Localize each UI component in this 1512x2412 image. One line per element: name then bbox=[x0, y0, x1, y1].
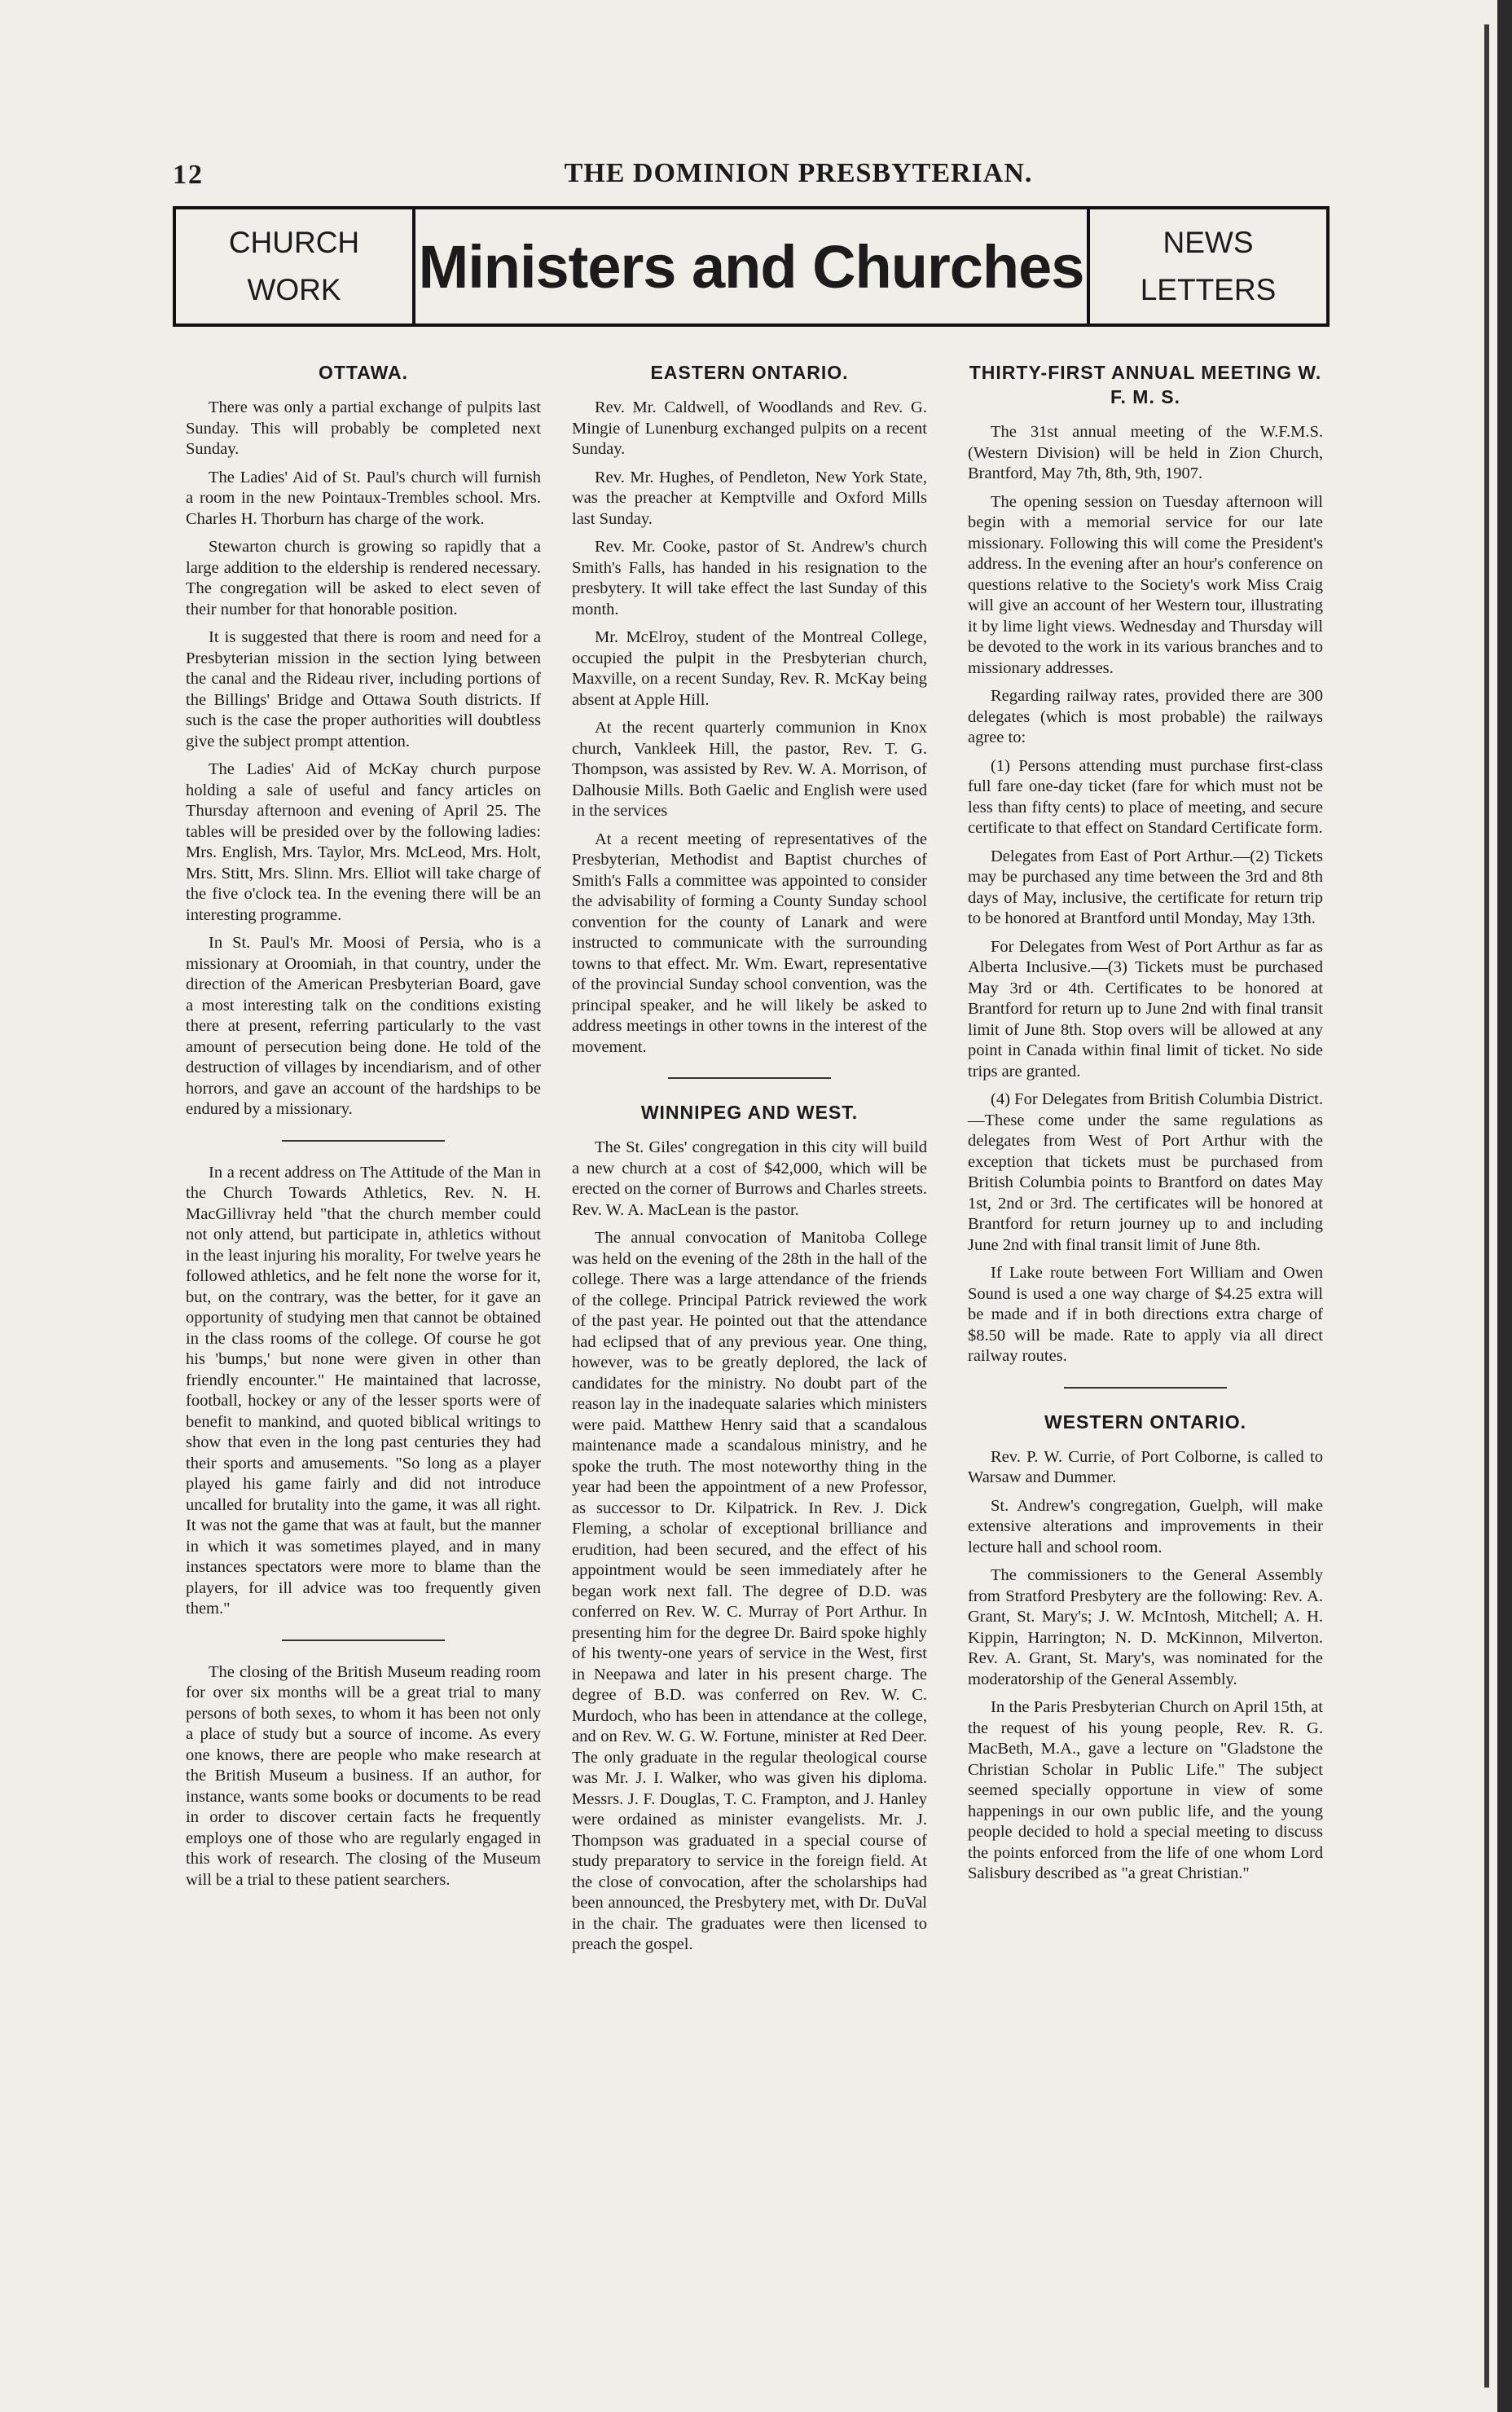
news-paragraph: The opening session on Tuesday afternoon will begin with a memorial service for our late missionary. Following this will come the President's address. In the evening after an hour's conference on questions relative to the Society's work Miss Craig will give an account of her Western tour, illustrating it by lime light views. Wednesday and Thursday will be devoted to the work in its various branches and to missionary addresses. bbox=[968, 492, 1323, 677]
news-paragraph: St. Andrew's congregation, Guelph, will make extensive alterations and improvements in their lecture hall and school room. bbox=[968, 1496, 1323, 1556]
article-divider bbox=[668, 1077, 831, 1079]
news-paragraph: Delegates from East of Port Arthur.—(2) Tickets may be purchased any time between the 3rd and 8th days of May, inclusive, the certificate for return trip to be honored at Brantford until Monday, May 13th. bbox=[968, 847, 1323, 927]
news-paragraph: (4) For Delegates from British Columbia District.—These come under the same regulations as delegates from West of Port Arthur with the exception that tickets must be purchased from British Columbia points to Brantford on dates May 1st, 2nd or 3rd. The certificates will be honored at Brantford for return journey up to and including June 2nd with final transit limit of June 8th. bbox=[968, 1090, 1323, 1254]
section-heading: OTTAWA. bbox=[318, 362, 409, 383]
banner-right-box bbox=[1087, 209, 1326, 324]
news-paragraph: The closing of the British Museum reading room for over six months will be a great trial to many persons of both sexes, to whom it has been not only a place of study but a source of income. As every one knows, there are people who make research at the British Museum a business. If an author, for instance, wants some books or documents to be read in order to discover certain facts he frequently employs one of those who are regularly engaged in this work of research. The closing of the Museum will be a trial to these patient searchers. bbox=[186, 1662, 541, 1889]
news-paragraph: Rev. P. W. Currie, of Port Colborne, is called to Warsaw and Dummer. bbox=[968, 1447, 1323, 1486]
banner-right-line-1: NEWS bbox=[1163, 226, 1254, 259]
banner-left-box bbox=[176, 209, 415, 324]
news-paragraph: Rev. Mr. Caldwell, of Woodlands and Rev. G. Mingie of Lunenburg exchanged pulpits on a recent Sunday. bbox=[572, 398, 927, 458]
news-paragraph: If Lake route between Fort William and Owen Sound is used a one way charge of $4.25 extra will be made and if in both directions extra charge of $8.50 will be made. Rate to apply via all direct railway routes. bbox=[968, 1264, 1323, 1365]
section-heading: EASTERN ONTARIO. bbox=[650, 362, 849, 383]
article-divider bbox=[282, 1640, 445, 1641]
news-paragraph: There was only a partial exchange of pulpits last Sunday. This will probably be completed next Sunday. bbox=[186, 398, 541, 458]
section-heading: WINNIPEG AND WEST. bbox=[640, 1102, 859, 1123]
column-3 bbox=[968, 352, 1323, 1892]
news-paragraph: Stewarton church is growing so rapidly that a large addition to the eldership is rendered necessary. The congregation will be asked to elect seven of their number for that honorable position. bbox=[186, 538, 541, 618]
page-edge-line bbox=[1484, 24, 1489, 2388]
news-paragraph: Rev. Mr. Cooke, pastor of St. Andrew's church Smith's Falls, has handed in his resignation to the presbytery. It will take effect the last Sunday of this month. bbox=[572, 538, 927, 618]
news-paragraph: The Ladies' Aid of St. Paul's church will furnish a room in the new Pointaux-Trembles school. Mrs. Charles H. Thorburn has charge of the work. bbox=[186, 468, 541, 528]
news-paragraph: At the recent quarterly communion in Knox church, Vankleek Hill, the pastor, Rev. T. G. Thompson, was assisted by Rev. W. A. Morrison, of Dalhousie Mills. Both Gaelic and English were used in the services bbox=[572, 719, 927, 820]
column-2 bbox=[572, 352, 927, 1963]
news-paragraph: Rev. Mr. Hughes, of Pendleton, New York State, was the preacher at Kemptville and Oxford Mills last Sunday. bbox=[572, 468, 927, 528]
section-heading: THIRTY-FIRST ANNUAL MEETING W. F. M. S. bbox=[969, 362, 1322, 407]
publication-title: THE DOMINION PRESBYTERIAN. bbox=[564, 158, 1033, 188]
news-paragraph: Regarding railway rates, provided there are 300 delegates (which is most probable) the railways agree to: bbox=[968, 687, 1323, 746]
column-1 bbox=[186, 352, 541, 1898]
section-banner bbox=[173, 206, 1330, 327]
news-paragraph: The annual convocation of Manitoba College was held on the evening of the 28th in the hall of the college. There was a large attendance of the friends of the college. Principal Patrick reviewed the work of the past year. He pointed out that the attendance had eclipsed that of any previous year. One thing, however, was to be greatly deplored, the lack of candidates for the ministry. No doubt part of the reason lay in the inadequate salaries which ministers were paid. Matthew Henry said that a scandalous maintenance made a scandalous ministry, and he spoke the truth. The most noteworthy thing in the year had been the appointment of a new Professor, as successor to Dr. Kilpatrick. In Rev. J. Dick Fleming, a scholar of exceptional brilliance and erudition, had been secured, and the effect of his appointment would be seen immediately after he began work next fall. The degree of D.D. was conferred on Rev. W. C. Murray of Port Arthur. In presenting him for the degree Dr. Baird spoke highly of his twenty-one years of service in the West, first in Neepawa and later in his present charge. The degree of B.D. was conferred on Rev. W. C. Murdoch, who has been in attendance at the college, and on Rev. W. G. W. Fortune, minister at Red Deer. The only graduate in the regular theological course was Mr. J. I. Walker, who was given his diploma. Messrs. J. F. Douglas, T. C. Frampton, and J. Hanley were ordained as minister evangelists. Mr. J. Thompson was graduated in a special course of study preparatory to service in the foreign field. At the close of convocation, after the scholarships had been announced, the Presbytery met, with Dr. DuVal in the chair. The graduates were then licensed to preach the gospel. bbox=[572, 1229, 927, 1953]
article-divider bbox=[1064, 1387, 1227, 1389]
page-edge-shadow bbox=[1497, 0, 1512, 2412]
banner-left-line-1: CHURCH bbox=[228, 226, 360, 259]
news-paragraph: (1) Persons attending must purchase first-class full fare one-day ticket (fare for which must not be less than fifty cents) to place of meeting, and secure certificate to that effect on Standard Certificate form. bbox=[968, 756, 1323, 837]
news-paragraph: At a recent meeting of representatives of the Presbyterian, Methodist and Baptist churches of Smith's Falls a committee was appointed to consider the advisability of forming a County Sunday school convention for the county of Lanark and were instructed to communicate with the surrounding towns to that effect. Mr. Wm. Ewart, representative of the provincial Sunday school convention, was the principal speaker, and he will likely be asked to address meetings in other towns in the interest of the movement. bbox=[572, 830, 927, 1056]
page-number: 12 bbox=[173, 160, 204, 190]
article-divider bbox=[282, 1140, 445, 1142]
news-paragraph: In St. Paul's Mr. Moosi of Persia, who is a missionary at Oroomiah, in that country, under the direction of the American Presbyterian Board, gave a most interesting talk on the conditions existing there at present, referring particularly to the vast amount of persecution being done. He told of the destruction of villages by incendiarism, and of other horrors, and gave an account of the hardships to be endured by a missionary. bbox=[186, 934, 541, 1118]
news-paragraph: The 31st annual meeting of the W.F.M.S. (Western Division) will be held in Zion Church, Brantford, May 7th, 8th, 9th, 1907. bbox=[968, 423, 1323, 482]
banner-left-line-2: WORK bbox=[247, 273, 341, 306]
news-paragraph: For Delegates from West of Port Arthur as far as Alberta Inclusive.—(3) Tickets must be purchased May 3rd or 4th. Certificates to be honored at Brantford for return up to June 2nd with final transit limit of June 8th. Stop overs will be allowed at any point in Canada within final limit of ticket. No side trips are granted. bbox=[968, 937, 1323, 1081]
news-paragraph: The commissioners to the General Assembly from Stratford Presbytery are the following: Rev. A. Grant, St. Mary's; J. W. McIntosh, Mitchell; A. H. Kippin, Harrington; N. D. McKinnon, Milverton. Rev. A. Grant, St. Mary's, was nominated for the moderatorship of the General Assembly. bbox=[968, 1566, 1323, 1688]
news-paragraph: The Ladies' Aid of McKay church purpose holding a sale of useful and fancy articles on Thursday afternoon and evening of April 25. The tables will be presided over by the following ladies: Mrs. English, Mrs. Taylor, Mrs. McLeod, Mrs. Holt, Mrs. Stitt, Mrs. Slinn. Mrs. Elliot will take charge of the five o'clock tea. In the evening there will be an interesting programme. bbox=[186, 760, 541, 924]
banner-right-line-2: LETTERS bbox=[1140, 273, 1277, 306]
news-paragraph: Mr. McElroy, student of the Montreal College, occupied the pulpit in the Presbyterian church, Maxville, on a recent Sunday, Rev. R. McKay being absent at Apple Hill. bbox=[572, 628, 927, 709]
news-paragraph: In the Paris Presbyterian Church on April 15th, at the request of his young people, Rev. R. G. MacBeth, M.A., gave a lecture on "Gladstone the Christian Scholar in Public Life." The subject seemed specially opportune in view of some happenings in our own public life, and the young people decided to hold a special meeting to discuss the points enforced from the life of one whom Lord Salisbury described as "a great Christian." bbox=[968, 1698, 1323, 1882]
news-paragraph: It is suggested that there is room and need for a Presbyterian mission in the section lying between the canal and the Rideau river, including portions of the Billings' Bridge and Ottawa South districts. If such is the case the proper authorities will doubtless give the subject prompt attention. bbox=[186, 628, 541, 750]
section-heading: WESTERN ONTARIO. bbox=[1044, 1411, 1247, 1433]
banner-title: Ministers and Churches bbox=[418, 232, 1084, 301]
news-paragraph: In a recent address on The Attitude of the Man in the Church Towards Athletics, Rev. N. H. MacGillivray held "that the church member could not only attend, but participate in, athletics without in the least injuring his morality, For twelve years he followed athletics, and he felt none the worse for it, but, on the contrary, was the better, for it gave an opportunity of studying men that cannot be obtained in the class rooms of the college. Of course he got his 'bumps,' but none were given in other than friendly encounter." He maintained that lacrosse, football, hockey or any of the lesser sports were of benefit to mankind, and quoted biblical writings to show that even in the long past centuries they had their sports and amusements. "So long as a player played his game fairly and did not introduce uncalled for brutality into the game, it was all right. It was not the game that was at fault, but the manner in which it was sometimes played, and in many instances spectators were more to blame than the players, for ill advice was too frequently given them." bbox=[186, 1163, 541, 1618]
news-paragraph: The St. Giles' congregation in this city will build a new church at a cost of $42,000, which will be erected on the corner of Burrows and Charles streets. Rev. W. A. MacLean is the pastor. bbox=[572, 1138, 927, 1219]
